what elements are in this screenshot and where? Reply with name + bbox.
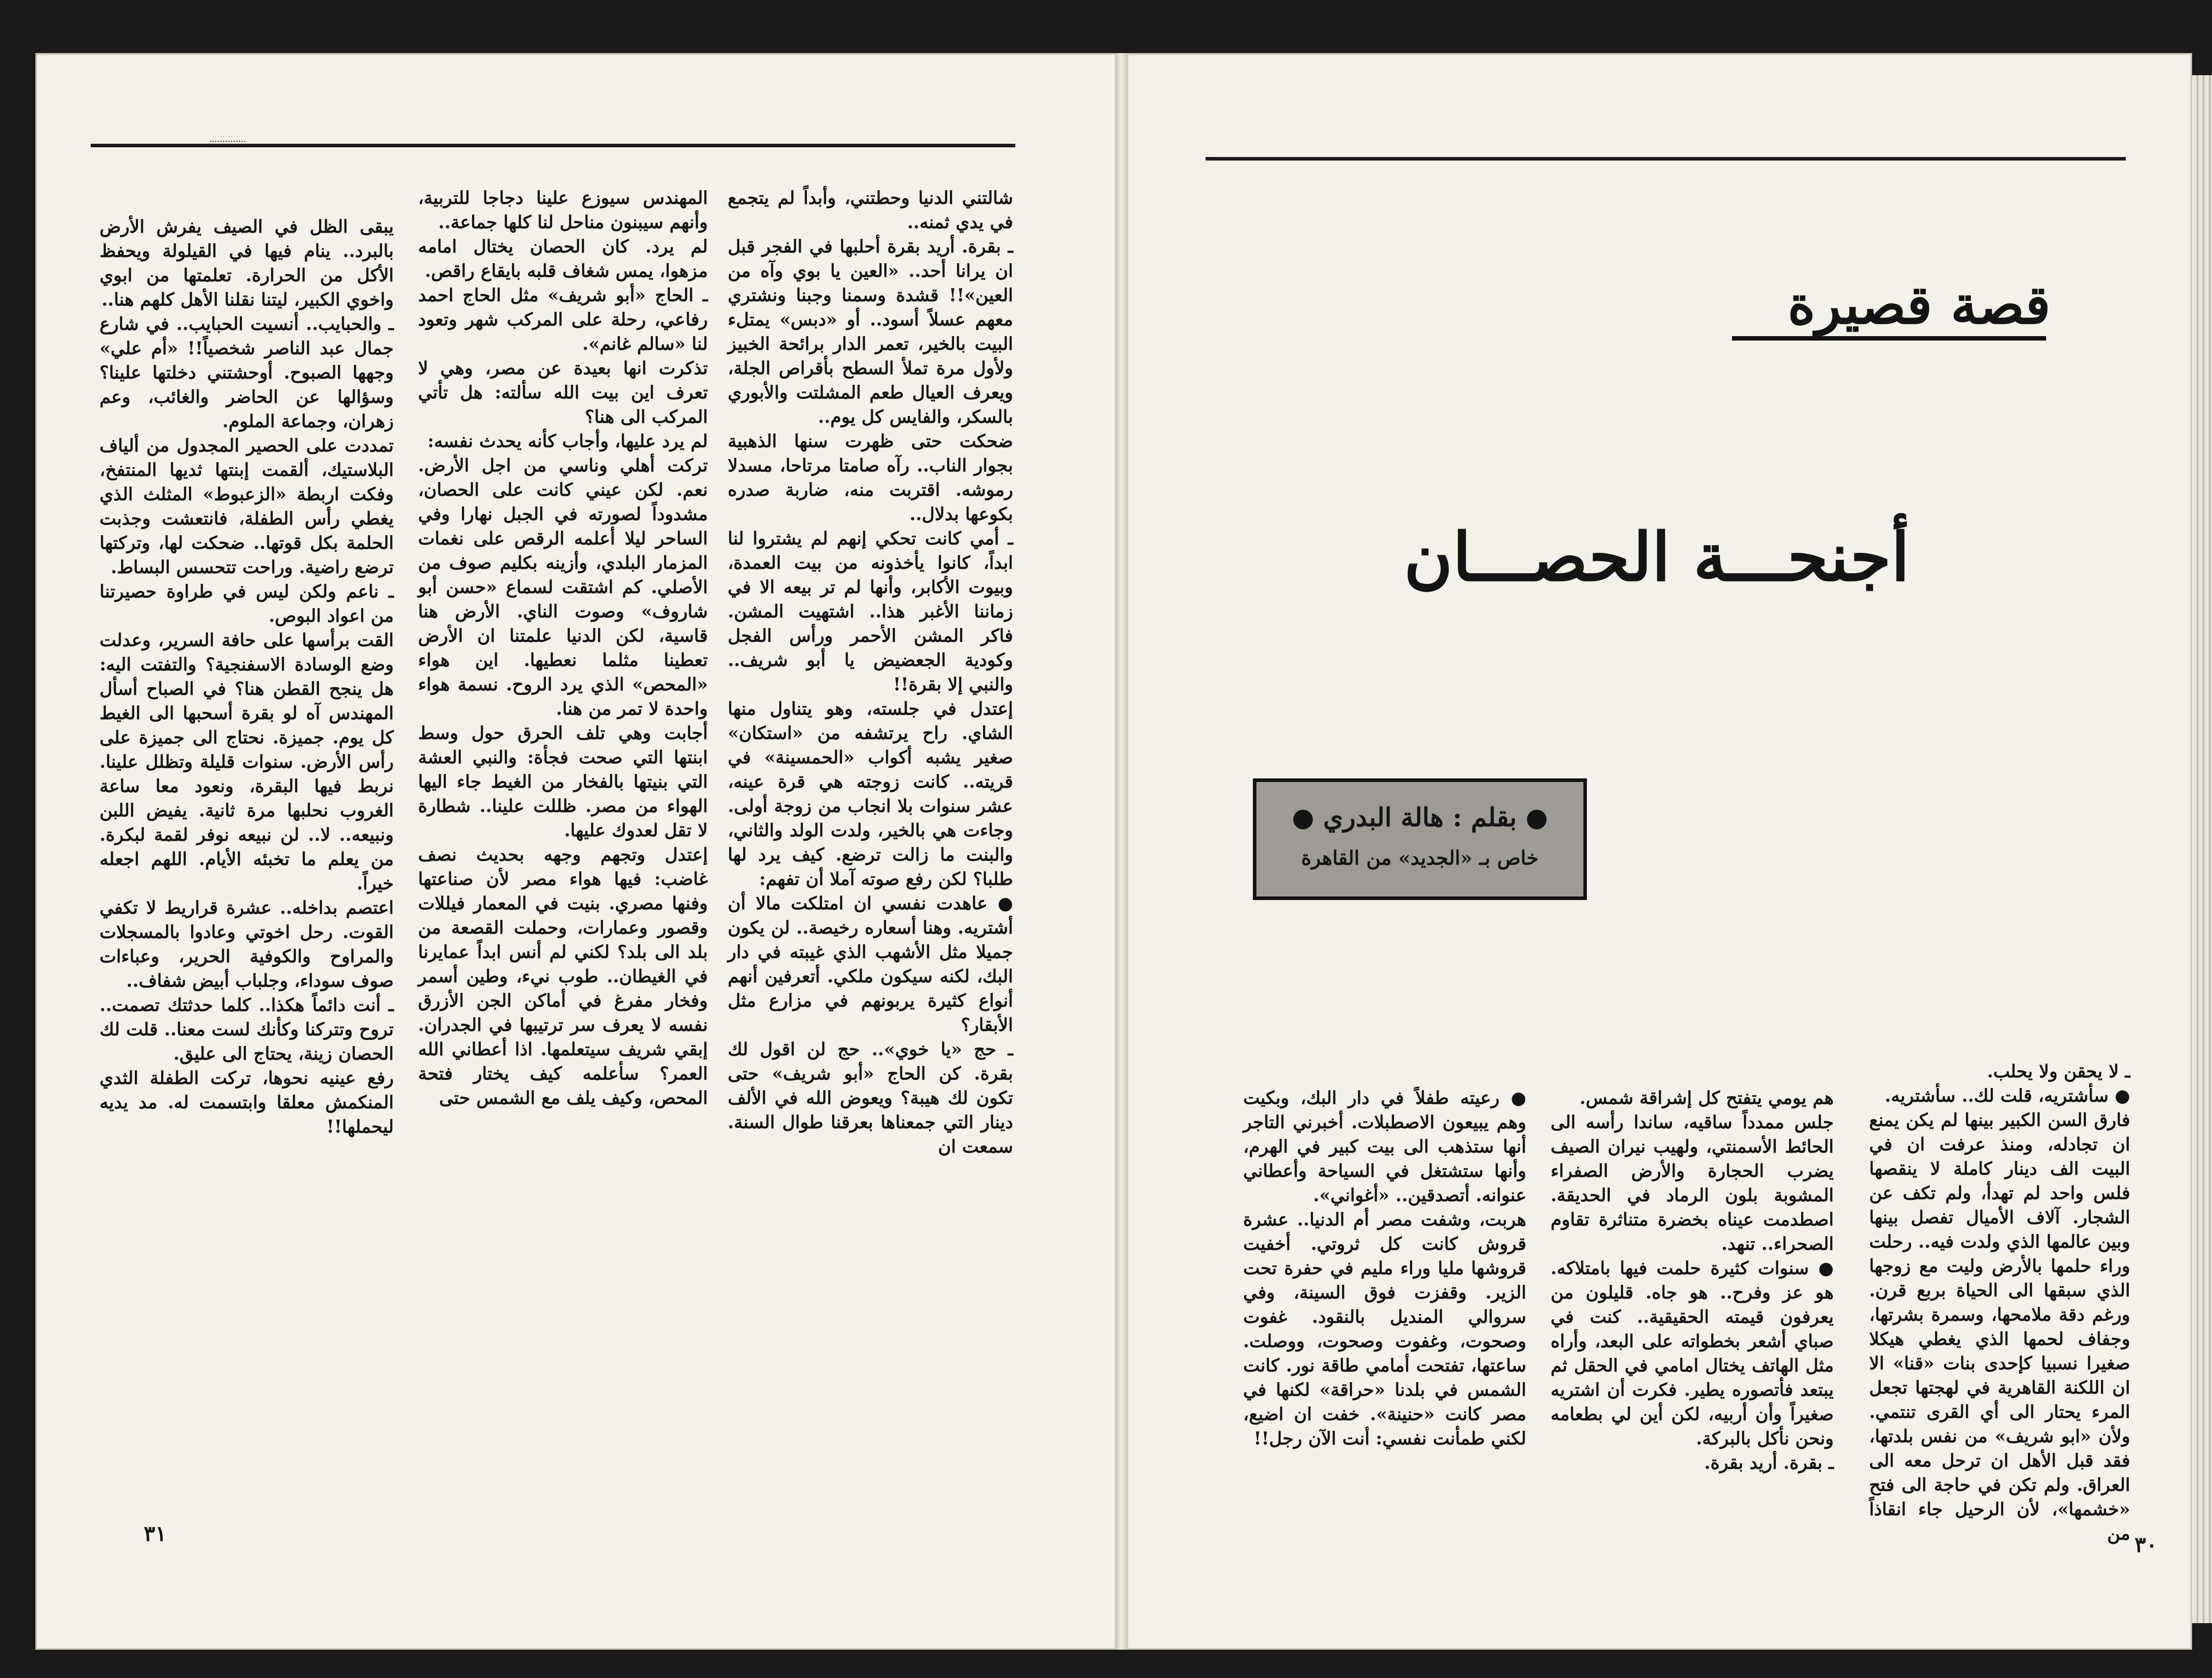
- byline-author: ● بقلم : هالة البدري ●: [1291, 802, 1548, 832]
- paragraph: ـ ناعم ولكن ليس في طراوة حصيرتنا من اعواد البوص.: [100, 581, 394, 626]
- paragraph: ● عاهدت نفسي ان امتلكت مالا أن أشتريه. وهنا أسعاره رخيصة.. لن يكون جميلا مثل الأشهب الذي غيبته في دار البك، لكنه سيكون ملكي. أتعرفين أنهم أنواع كثيرة يربونهم في مزارع مثل الأبقار؟: [728, 893, 1013, 1035]
- page-number-left: ٣١: [144, 1521, 167, 1546]
- left-page-column-2: [418, 186, 708, 1110]
- paragraph: ـ والحبايب.. أنسيت الحبايب.. في شارع جمال عبد الناصر شخصياً!! «أم علي» وجهها الصبوح. أوحشتني دخلتها علينا؟ وسؤالها عن الحاضر والغائب، وعم زهران، وجماعة الملوم.: [100, 314, 394, 432]
- paragraph: يبقى الظل في الصيف يفرش الأرض بالبرد.. ينام فيها في القيلولة ويحفظ الأكل من الحرارة. تعلمتها من ابوي واخوي الكبير، ليتنا نقلنا الأهل كلهم هنا..: [100, 216, 394, 310]
- left-header-mark: [210, 141, 246, 145]
- paragraph: ضحكت حتى ظهرت سنها الذهبية بجوار الناب.. رآه صامتا مرتاحا، مسدلا رموشه. اقتربت منه، ضاربة صدره بكوعها بدلال..: [728, 431, 1013, 525]
- paragraph: ● رعيته طفلاً في دار البك، وبكيت وهم يبيعون الاصطبلات. أخبرني التاجر أنها ستذهب الى بيت كبير في الهرم، وأنها ستشتغل في السياحة وأعطاني عنوانه. أتصدقين.. «أغواني».: [1243, 1088, 1526, 1206]
- paragraph: ـ أنت دائماً هكذا.. كلما حدثتك تصمت.. تروح وتتركنا وكأنك لست معنا.. قلت لك الحصان زينة، يحتاج الى عليق.: [100, 995, 394, 1064]
- paragraph: لم يرد عليها، وأجاب كأنه يحدث نفسه:: [427, 431, 708, 452]
- show-through-left: [93, 1260, 1013, 1504]
- paragraph: تركت أهلي وناسي من اجل الأرض. نعم. لكن عيني كانت على الحصان، مشدوداً لصورته في الجبل نهارا وفي الساحر ليلا أعلمه الرقص على نغمات المزمار البلدي، وأزينه بكليم صوف من الأصلي. كم اشتقت لسماع «حسن أبو شاروف» وصوت الناي. الأرض هنا قاسية، لكن الدنيا علمتنا ان الأرض تعطينا مثلما نعطيها. اين هواء «المحص» الذي يرد الروح. نسمة هواء واحدة لا تمر من هنا.: [418, 455, 708, 719]
- section-label: قصة قصيرة: [1787, 274, 2051, 336]
- paragraph: القت برأسها على حافة السرير، وعدلت وضع الوسادة الاسفنجية؟ والتفتت اليه: هل ينجح القطن هنا؟ في الصباح أسأل المهندس آه لو بقرة أسحبها الى الغيط كل يوم. جميزة. نحتاج الى جميزة على رأس الأرض. سنوات قليلة وتظلل علينا. نربط فيها البقرة، ونعود معا ساعة الغروب نحلبها مرة ثانية. يفيض اللبن ونبيعه.. لا.. لن نبيعه نوفر لقمة لبكرة. من يعلم ما تخبئه الأيام. اللهم اجعله خيراً.: [100, 630, 394, 894]
- right-page-column-3: [1243, 1086, 1526, 1451]
- paragraph: ـ أمي كانت تحكي إنهم لم يشتروا لنا ابداً، كانوا يأخذونه من بيت العمدة، وبيوت الأكابر، وأنها لم تر بيعه الا في زماننا الأغبر هذا.. اشتهيت المشن. فاكر المشن الأحمر ورأس الفجل وكودية الجعضيض يا أبو شريف.. والنبي إلا بقرة!!: [728, 528, 1013, 695]
- paragraph: ● سأشتريه، قلت لك.. سأشتريه.: [1885, 1085, 2130, 1106]
- paragraph: ـ بقرة. أريد بقرة.: [1704, 1452, 1834, 1473]
- page-edges: [2192, 75, 2212, 1623]
- paragraph: لم يرد. كان الحصان يختال امامه مزهوا، يمس شغاف قلبه بايقاع راقص.: [418, 236, 708, 281]
- paragraph: شالتني الدنيا وحطتني، وأبداً لم يتجمع في يدي ثمنه..: [728, 188, 1013, 233]
- right-page-column-1: [1869, 1059, 2130, 1546]
- paragraph: المهندس سيوزع علينا دجاجا للتربية، وأنهم سيبنون مناحل لنا كلها جماعة..: [418, 188, 708, 233]
- paragraph: هربت، وشفت مصر أم الدنيا.. عشرة قروش كانت كل ثروتي. أخفيت قروشها مليا وراء مليم في حفرة تحت الزير. وقفزت فوق السينة، وفي سروالي المنديل بالنقود. غفوت وصحوت، وغفوت وصحوت، ووصلت. ساعتها، تفتحت أمامي طاقة نور. كانت الشمس في بلدنا «حراقة» لكنها في مصر كانت «حنينة». خفت ان اضيع، لكني طمأنت نفسي: أنت الآن رجل!!: [1243, 1209, 1526, 1449]
- story-title: أجنحـــة الحصـــان: [1404, 518, 1910, 596]
- paragraph: رفع عينيه نحوها، تركت الطفلة الثدي المنكمش معلقا وابتسمت له. مد يديه ليحملها!!: [100, 1068, 394, 1137]
- byline-note: خاص بـ «الجديد» من القاهرة: [1301, 847, 1539, 870]
- paragraph: فارق السن الكبير بينها لم يكن يمنع ان تجادله، ومنذ عرفت ان في البيت الف دينار كاملة لا ينقصها فلس واحد لم تهدأ، ولم تكف عن الشجار. آلاف الأميال تفصل بينها وبين عالمها الذي ولدت فيه.. رحلت وراء حلمها بالأرض وليت مع زوجها الذي سبقها الى الحياة بربع قرن. ورغم دقة ملامحها، وسمرة بشرتها، وجفاف لحمها الذي يغطي هيكلا صغيرا نسبيا كإحدى بنات «قنا» الا ان اللكنة القاهرية في لهجتها تجعل المرء يحتار الى أي القرى تنتمي. ولأن «ابو شريف» من نفس بلدتها، فقد قبل الأهل ان ترحل معه الى العراق. ولم تكن في حاجة الى فتح «خشمها»، لأن الرحيل جاء انقاذاً من: [1869, 1110, 2130, 1544]
- left-page-column-1: [728, 186, 1013, 1159]
- paragraph: تمددت على الحصير المجدول من ألياف البلاستيك، ألقمت إبنتها ثديها المنتفخ، وفكت اربطة «الزعبوط» المثلث الذي يغطي رأس الطفلة، فانتعشت وجذبت الحلمة بكل قوتها.. ضحكت لها، وتركتها ترضع راضية. وراحت تتحسس البساط.: [100, 435, 394, 578]
- paragraph: ـ حج «يا خوي».. حج لن اقول لك بقرة. كن الحاج «أبو شريف» حتى تكون لك هيبة؟ ويعوض الله في الألف دينار التي جمعناها بعرقنا طوال السنة. سمعت ان: [728, 1039, 1013, 1157]
- right-page-column-2: [1551, 1086, 1834, 1475]
- page-number-right: ٣٠: [2135, 1532, 2158, 1557]
- right-page-top-rule: [1206, 157, 2126, 161]
- paragraph: هم يومي يتفتح كل إشراقة شمس.: [1579, 1088, 1834, 1108]
- paragraph: جلس ممدداً ساقيه، ساندا رأسه الى الحائط الأسمنتي، ولهيب نيران الصيف يضرب الحجارة والأرض الصفراء المشوبة بلون الرماد في الحديقة. اصطدمت عيناه بخضرة متناثرة تقاوم الصحراء.. تنهد.: [1551, 1112, 1834, 1254]
- paragraph: ـ الحاج «أبو شريف» مثل الحاج احمد رفاعي، رحلة على المركب شهر وتعود لنا «سالم غانم».: [418, 285, 708, 354]
- left-page-column-3: [100, 215, 394, 1139]
- section-underline: [1732, 336, 2046, 341]
- book-spine: [1115, 53, 1128, 1650]
- paragraph: ـ بقرة. أريد بقرة أحلبها في الفجر قبل ان يرانا أحد.. «العين يا بوي وآه من العين»!! قشدة وسمنا وجبنا ونشتري معهم عسلاً أسود.. أو «دبس» يمتلء البيت بالخير، تعمر الدار برائحة الخبيز ولأول مرة تملأ السطح بأقراص الجلة، ويعرف العيال طعم المشلتت والأبوري بالسكر، والفايس كل يوم..: [728, 236, 1013, 427]
- paragraph: إعتدل في جلسته، وهو يتناول منها الشاي. راح يرتشفه من «استكان» صغير يشبه أكواب «الحمسينة» في قريته.. كانت زوجته هي قرة عينه، عشر سنوات بلا انجاب من زوجة أولى. وجاءت هي بالخير، ولدت الولد والثاني، والبنت ما زالت ترضع. كيف يرد لها طلبا؟ لكن رفع صوته آملا أن تفهم:: [728, 698, 1013, 889]
- paragraph: إعتدل وتجهم وجهه بحديث نصف غاضب: فيها هواء مصر لأن صناعتها وفنها مصري. بنيت في المعمار فيللات وقصور وعمارات، وحملت القصعة من بلد الى بلد؟ لكني لم أنس ابداً عمايرنا في الغيطان.. طوب نيء، وطين أسمر وفخار مفرغ في أماكن الجن الأزرق نفسه لا يعرف سر ترتيبها في الجدران. إبقي شريف سيتعلمها. اذا أعطاني الله العمر؟ سأعلمه كيف يختار فتحة المحص، وكيف يلف مع الشمس حتى: [418, 844, 708, 1108]
- paragraph: ـ لا يحقن ولا يحلب.: [1987, 1061, 2130, 1082]
- paragraph: تذكرت انها بعيدة عن مصر، وهي لا تعرف اين بيت الله سألته: هل تأتي المركب الى هنا؟: [418, 358, 708, 427]
- paragraph: اعتصم بداخله.. عشرة قراريط لا تكفي القوت. رحل اخوتي وعادوا بالمسجلات والمراوح والكوفية الحرير، وعباءات صوف سوداء، وجلباب أبيض شفاف..: [100, 897, 394, 991]
- paragraph: أجابت وهي تلف الحرق حول وسط ابنتها التي صحت فجأة: والنبي العشة التي بنيتها بالفخار من الغيط جاء اليها الهواء من مصر. ظللت علينا.. شطارة لا تقل لعدوك عليها.: [418, 723, 708, 841]
- paragraph: ● سنوات كثيرة حلمت فيها بامتلاكه. هو عز وفرح.. هو جاه. قليلون من يعرفون قيمته الحقيقية.. كنت في صباي أشعر بخطواته على البعد، وأراه مثل الهاتف يختال امامي في الحقل ثم يبتعد فأتصوره يطير. فكرت أن اشتريه صغيراً وأن أربيه، لكن أين لي بطعامه ونحن نأكل بالبركة.: [1551, 1258, 1834, 1449]
- byline-box: [1253, 778, 1587, 900]
